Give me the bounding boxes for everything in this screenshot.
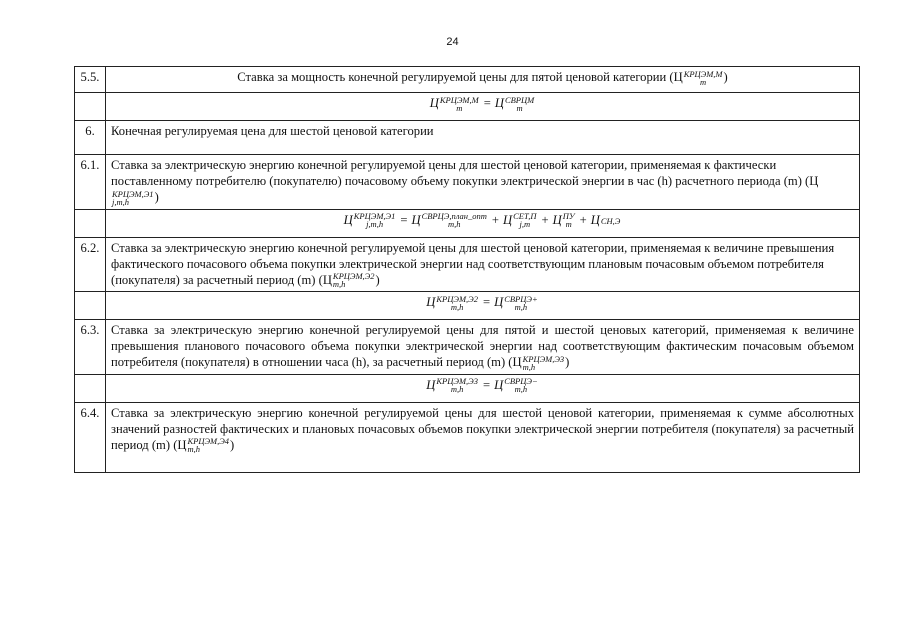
row-number: 6. — [75, 121, 106, 155]
table-row — [75, 67, 860, 93]
formula: Ц КРЦЭМ,Э2 m,h = Ц СВРЦЭ+ m,h — [106, 292, 860, 320]
row-number: 6.2. — [75, 237, 106, 292]
row-text: Ставка за электрическую энергию конечной регулируемой цены для пятой и шестой ценовых категорий, применяемая к величине превышения планового почасового объема покупки электрической энергии над соответствующим фактическим почасовым объемом потребителя (покупателя) в отношении часа (h), за расчетный период (m) (Ц КРЦЭМ,Э3 m,h ) — [106, 320, 860, 375]
page-number: 24 — [446, 36, 459, 48]
table-row — [75, 402, 860, 472]
row-number: 6.3. — [75, 320, 106, 375]
row-number: 5.5. — [75, 67, 106, 93]
table-row — [75, 320, 860, 375]
symbol-index: КРЦЭМ,М m — [683, 68, 723, 87]
row-text: Ставка за электрическую энергию конечной регулируемой цены для шестой ценовой категории, применяемая к сумме абсолютных значений разностей фактических и плановых почасовых объемов покупки электрической энергии потребителя (покупателя) за расчетный период (m) (Ц КРЦЭМ,Э4 m,h ) — [106, 402, 860, 472]
table-row — [75, 209, 860, 237]
formula: Ц КРЦЭМ,Э3 m,h = Ц СВРЦЭ− m,h — [106, 374, 860, 402]
row-text-body: Ставка за мощность конечной регулируемой цены для пятой ценовой категории (Ц — [237, 70, 683, 84]
formula: Ц КРЦЭМ,Э1 j,m,h = Ц СВРЦЭ,план_опт m,h + Ц СЕТ,П j,m + Ц ПУ m + Ц СН,Э — [106, 209, 860, 237]
table-row — [75, 121, 860, 155]
row-text: Ставка за мощность конечной регулируемой цены для пятой ценовой категории (Ц КРЦЭМ,М m ) — [106, 67, 860, 93]
table-row — [75, 374, 860, 402]
row-text: Конечная регулируемая цена для шестой ценовой категории — [106, 121, 860, 155]
table-row — [75, 155, 860, 210]
row-text: Ставка за электрическую энергию конечной регулируемой цены для шестой ценовой категории, применяемая к фактически поставленному потребителю (покупателю) почасовому объему покупки электрической энергии в час (h) расчетного периода (m) (Ц КРЦЭМ,Э1 j,m,h ) — [106, 155, 860, 210]
table-row — [75, 292, 860, 320]
tariff-table — [74, 66, 860, 473]
table-row — [75, 93, 860, 121]
table-row — [75, 237, 860, 292]
row-number: 6.1. — [75, 155, 106, 210]
row-number: 6.4. — [75, 402, 106, 472]
row-text: Ставка за электрическую энергию конечной регулируемой цены для шестой ценовой категории, применяемая к величине превышения фактического почасового объема покупки электрической энергии над соответствующим плановым почасовым объемом потребителя (покупателя) за расчетный период (m) (Ц КРЦЭМ,Э2 m,h ) — [106, 237, 860, 292]
formula: Ц КРЦЭМ,М m = Ц СВРЦМ m — [106, 93, 860, 121]
